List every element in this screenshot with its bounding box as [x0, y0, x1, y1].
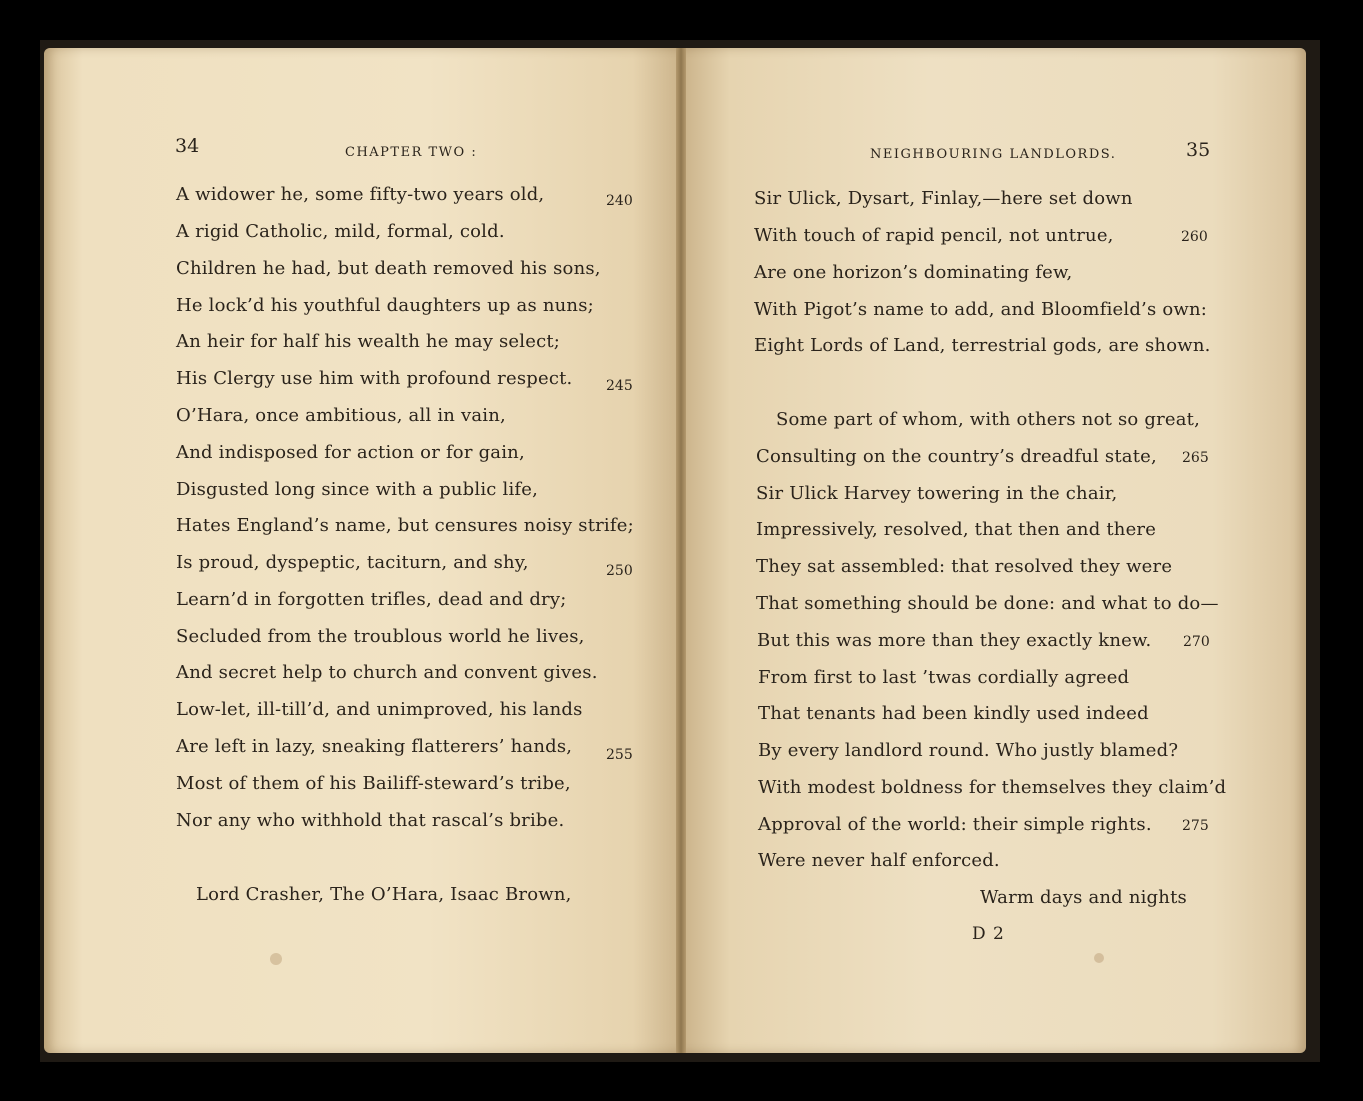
verse-line: Sir Ulick, Dysart, Finlay,—here set down	[754, 188, 1133, 209]
verse-line: And secret help to church and convent gives.	[176, 662, 598, 683]
verse-line: Nor any who withhold that rascal’s bribe.	[176, 810, 565, 831]
line-number: 255	[606, 747, 633, 763]
verse-line: Lord Crasher, The O’Hara, Isaac Brown,	[196, 884, 572, 905]
foxing-spot	[270, 953, 282, 965]
verse-line: An heir for half his wealth he may select;	[176, 331, 561, 352]
verse-line: O’Hara, once ambitious, all in vain,	[176, 405, 506, 426]
verse-line: Is proud, dyspeptic, taciturn, and shy,	[176, 552, 529, 573]
right-page	[680, 48, 1306, 1053]
verse-line: They sat assembled: that resolved they were	[756, 556, 1173, 577]
verse-line: Sir Ulick Harvey towering in the chair,	[756, 483, 1118, 504]
verse-line: Children he had, but death removed his sons,	[176, 258, 601, 279]
verse-line: With touch of rapid pencil, not untrue,	[754, 225, 1114, 246]
verse-line: Most of them of his Bailiff-steward’s tribe,	[176, 773, 571, 794]
verse-line: Are left in lazy, sneaking flatterers’ hands,	[176, 736, 573, 757]
verse-line: Eight Lords of Land, terrestrial gods, are shown.	[754, 335, 1211, 356]
verse-line: From first to last ’twas cordially agreed	[758, 667, 1130, 688]
line-number: 245	[606, 378, 633, 394]
line-number: 250	[606, 563, 633, 579]
verse-line: Consulting on the country’s dreadful state,	[756, 446, 1157, 467]
verse-line: Secluded from the troublous world he lives,	[176, 626, 585, 647]
verse-line: Approval of the world: their simple rights.	[758, 814, 1152, 835]
line-number: 260	[1181, 229, 1208, 245]
book-gutter	[676, 48, 686, 1053]
line-number: 240	[606, 193, 633, 209]
verse-line: Low-let, ill-till’d, and unimproved, his lands	[176, 699, 583, 720]
verse-line: Impressively, resolved, that then and there	[756, 519, 1157, 540]
verse-line: Some part of whom, with others not so great,	[776, 409, 1201, 430]
verse-line: And indisposed for action or for gain,	[176, 442, 525, 463]
verse-line: With modest boldness for themselves they claim’d	[758, 777, 1227, 798]
foxing-spot	[1094, 953, 1104, 963]
verse-line: Warm days and nights	[980, 887, 1187, 908]
verse-line: Learn’d in forgotten trifles, dead and dry;	[176, 589, 567, 610]
verse-line: Are one horizon’s dominating few,	[754, 262, 1073, 283]
verse-line: Disgusted long since with a public life,	[176, 479, 539, 500]
left-page	[44, 48, 684, 1053]
verse-line: But this was more than they exactly knew.	[757, 630, 1152, 651]
verse-line: A rigid Catholic, mild, formal, cold.	[176, 221, 505, 242]
line-number: 270	[1183, 634, 1210, 650]
page-number: 34	[175, 135, 200, 157]
running-head: CHAPTER TWO :	[345, 145, 478, 160]
verse-line: Hates England’s name, but censures noisy strife;	[176, 515, 634, 536]
verse-line: His Clergy use him with profound respect.	[176, 368, 573, 389]
verse-line: A widower he, some fifty-two years old,	[176, 184, 545, 205]
open-book	[40, 40, 1320, 1062]
verse-line: That tenants had been kindly used indeed	[758, 703, 1149, 724]
verse-line: Were never half enforced.	[758, 850, 1000, 871]
verse-line: By every landlord round. Who justly blamed?	[758, 740, 1179, 761]
line-number: 275	[1182, 818, 1209, 834]
verse-line: With Pigot’s name to add, and Bloomfield’s own:	[754, 299, 1208, 320]
page-number: 35	[1186, 139, 1211, 161]
verse-line: That something should be done: and what to do—	[756, 593, 1219, 614]
verse-line: He lock’d his youthful daughters up as nuns;	[176, 295, 594, 316]
running-head: NEIGHBOURING LANDLORDS.	[870, 147, 1117, 162]
line-number: 265	[1182, 450, 1209, 466]
signature-mark: D 2	[972, 924, 1005, 944]
